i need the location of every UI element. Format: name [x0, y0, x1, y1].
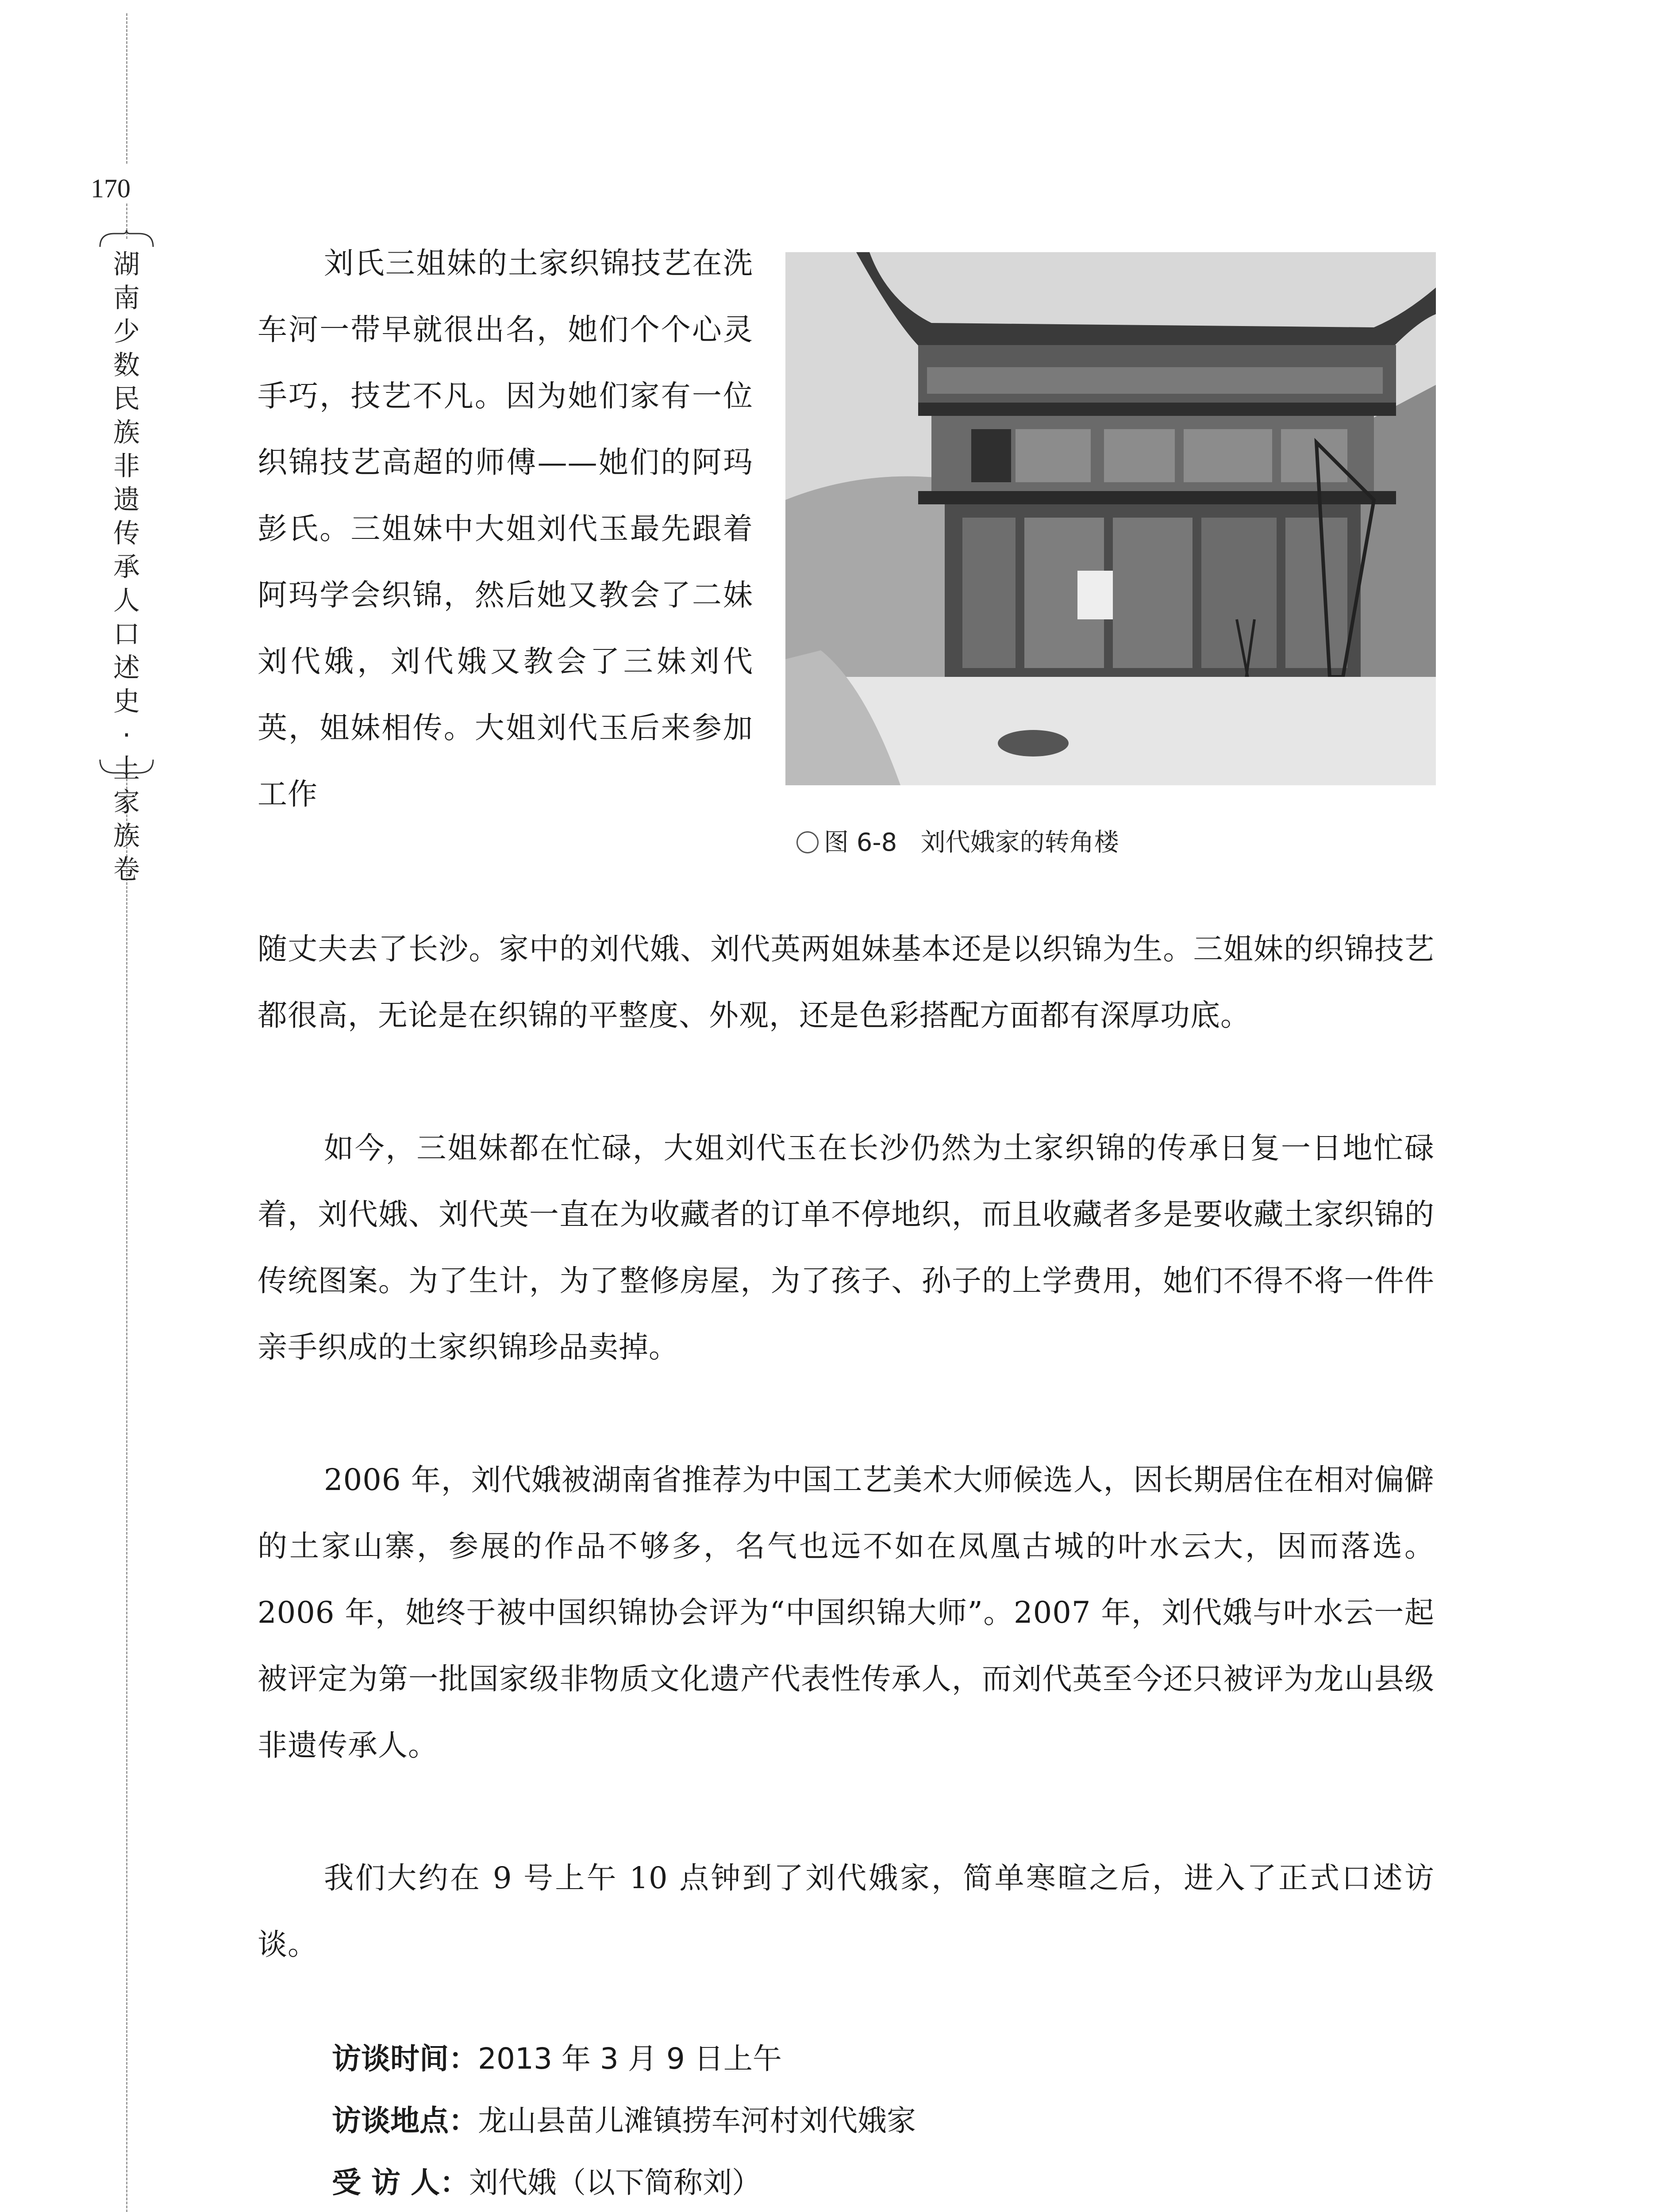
side-title-char: 族	[113, 821, 140, 852]
paragraph-2: 如今，三姐妹都在忙碌，大姐刘代玉在长沙仍然为土家织锦的传承日复一日地忙碌着，刘代娥、刘代英一直在为收藏者的订单不停地织，而且收藏者多是要收藏土家织锦的传统图案。为了生计，为了整修房屋，为了孩子、孙子的上学费用，她们不得不将一件件亲手织成的土家织锦珍品卖掉。	[258, 1131, 1435, 1364]
paragraph-1-wrapped: 刘氏三姐妹的土家织锦技艺在洗车河一带早就很出名，她们个个心灵手巧，技艺不凡。因为她们家有一位织锦技艺高超的师傅——她们的阿玛彭氏。三姐妹中大姐刘代玉最先跟着阿玛学会织锦，然后她又教会了二妹刘代娥，刘代娥又教会了三妹刘代英，姐妹相传。大姐刘代玉后来参加工作	[258, 246, 753, 811]
paragraph-1-continued: 随丈夫去了长沙。家中的刘代娥、刘代英两姐妹基本还是以织锦为生。三姐妹的织锦技艺都很高，无论是在织锦的平整度、外观，还是色彩搭配方面都有深厚功底。	[258, 932, 1435, 1033]
interviewee-label: 受 访 人：	[332, 2166, 469, 2200]
side-title-char: 承	[113, 552, 140, 583]
side-title-char: 卷	[113, 854, 140, 885]
interview-place	[332, 2097, 916, 2139]
side-title-char: 非	[113, 451, 140, 482]
house-photo-drawing	[785, 252, 1436, 785]
side-title-char: 族	[113, 417, 140, 448]
paragraph-3: 2006 年，刘代娥被湖南省推荐为中国工艺美术大师候选人，因长期居住在相对偏僻的土家山寨，参展的作品不够多，名气也远不如在凤凰古城的叶水云大，因而落选。2006 年，她终于被中国织锦协会评为“中国织锦大师”。2007 年，刘代娥与叶水云一起被评定为第一批国家级非物质文化遗产代表性传承人，而刘代英至今还只被评为龙山县级非遗传承人。	[258, 1463, 1435, 1763]
interviewee-value: 刘代娥（以下简称刘）	[469, 2166, 761, 2200]
side-title-char: 史	[113, 686, 140, 717]
side-title-char: ·	[122, 720, 131, 751]
interview-time-value: 2013 年 3 月 9 日上午	[478, 2042, 782, 2076]
house-photo	[785, 252, 1436, 785]
side-title-bracket-top	[96, 230, 157, 248]
side-title-bracket-bottom	[96, 759, 157, 776]
figure-caption	[796, 823, 1119, 858]
side-title-char: 少	[113, 316, 140, 347]
interview-place-value: 龙山县苗儿滩镇捞车河村刘代娥家	[478, 2104, 916, 2138]
figure-caption-text: 刘代娥家的转角楼	[920, 828, 1119, 857]
side-title	[96, 248, 157, 885]
side-title-char: 遗	[113, 484, 140, 515]
side-rule-bottom	[126, 779, 127, 2212]
side-title-char: 人	[113, 585, 140, 616]
side-title-char: 数	[113, 350, 140, 381]
side-title-char: 土	[113, 753, 140, 784]
side-title-char: 家	[113, 787, 140, 818]
side-title-char: 湖	[113, 249, 140, 280]
interview-time	[332, 2035, 782, 2077]
figure-marker-icon	[796, 831, 819, 853]
interviewee	[332, 2159, 761, 2201]
page-number: 170	[91, 174, 131, 203]
side-rule-top	[126, 13, 127, 164]
figure-caption-label: 图 6-8	[824, 828, 897, 857]
side-title-char: 南	[113, 283, 140, 314]
paragraph-4: 我们大约在 9 号上午 10 点钟到了刘代娥家，简单寒暄之后，进入了正式口述访谈。	[258, 1861, 1435, 1962]
side-title-char: 口	[113, 619, 140, 650]
side-title-char: 传	[113, 518, 140, 549]
side-title-char: 民	[113, 384, 140, 415]
side-title-char: 述	[113, 653, 140, 684]
interview-time-label: 访谈时间：	[332, 2042, 478, 2076]
interview-place-label: 访谈地点：	[332, 2104, 478, 2138]
